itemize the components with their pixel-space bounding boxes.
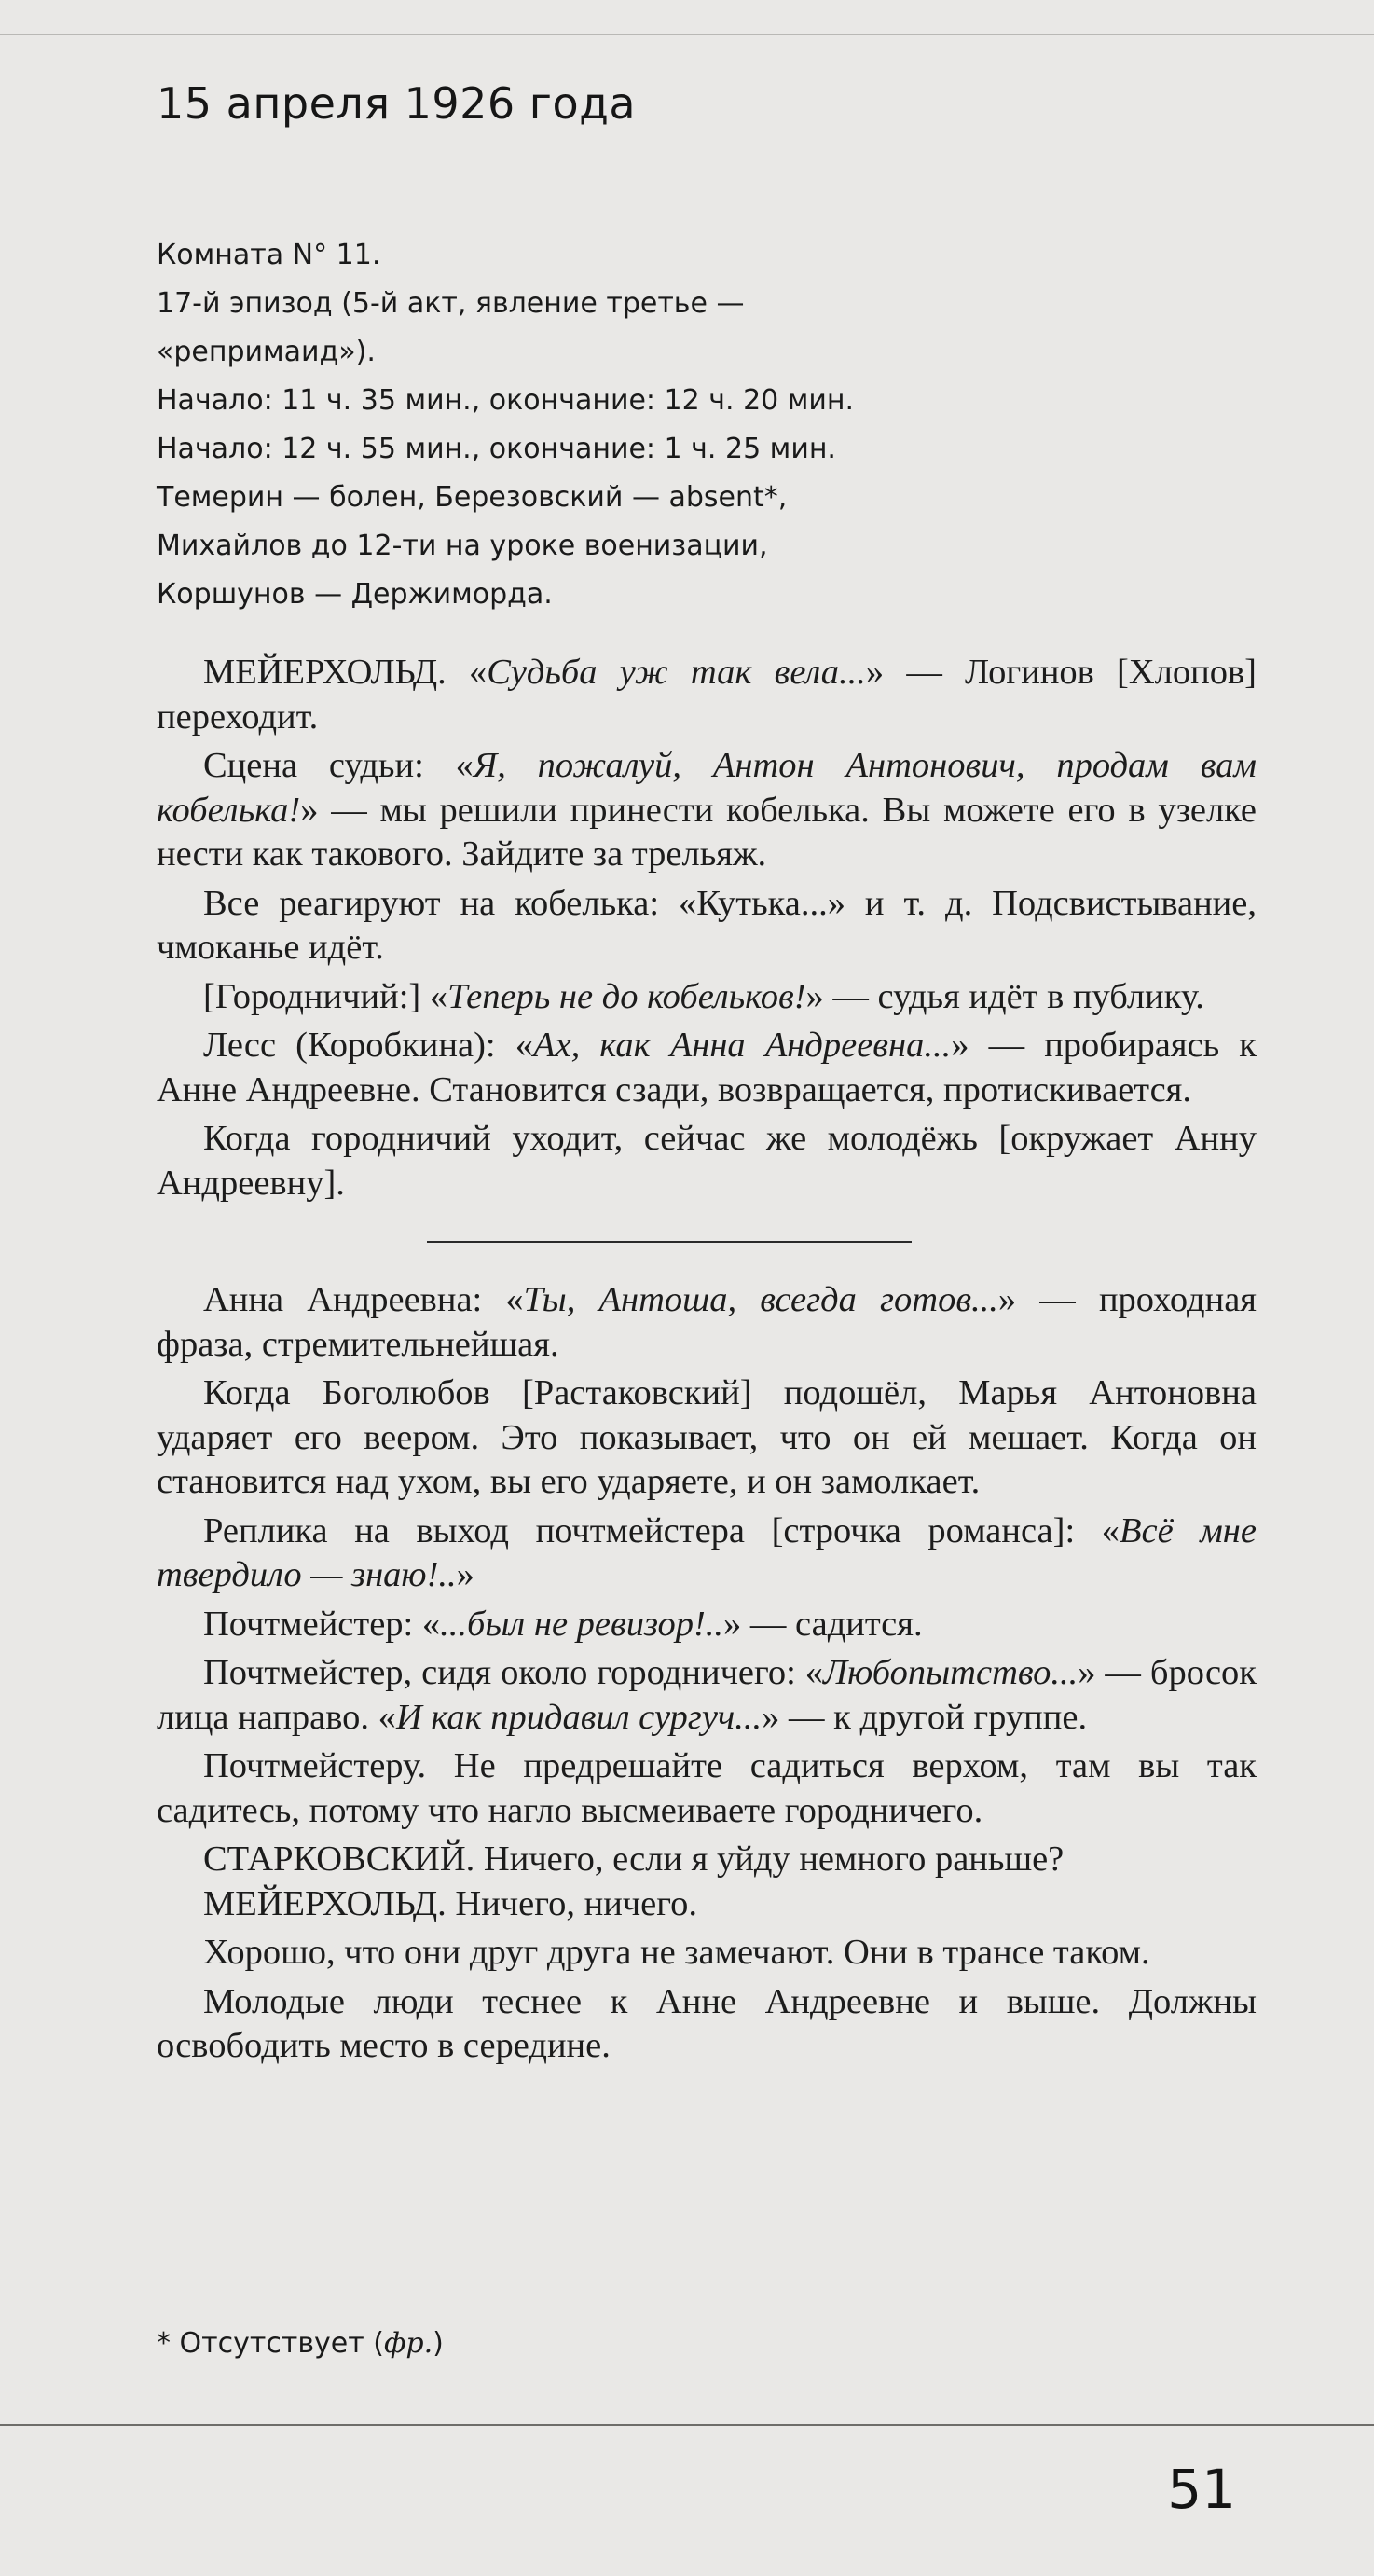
paragraph: Все реагируют на кобелька: «Кутька...» и т. д. Подсвистывание, чмоканье идёт. [157, 883, 1257, 967]
paragraph: МЕЙЕРХОЛЬД. «Судьба уж так вела...» — Логинов [Хлопов] переходит. [157, 653, 1257, 737]
paragraph: Когда Боголюбов [Растаковский] подошёл, Марья Антоновна ударяет его веером. Это показывает, что он ей мешает. Когда он становится над ухом, вы его ударяете, и он замолкает. [157, 1373, 1257, 1501]
meta-line: Начало: 12 ч. 55 мин., окончание: 1 ч. 25 мин. [157, 433, 836, 465]
rehearsal-metadata [157, 231, 854, 619]
paragraph: Сцена судьи: «Я, пожалуй, Антон Антонович, продам вам кобелька!» — мы решили принести кобелька. Вы можете его в узелке нести как такового. Зайдите за трельяж. [157, 746, 1257, 874]
header-rule [0, 34, 1374, 35]
footnote: * Отсутствует (фр.) [157, 2327, 444, 2360]
meta-line: Михайлов до 12-ти на уроке военизации, [157, 530, 768, 562]
paragraph: Реплика на выход почтмейстера [строчка романса]: «Всё мне твердило — знаю!..» [157, 1510, 1257, 1594]
page-number: 51 [1167, 2458, 1236, 2521]
footer-rule [0, 2424, 1374, 2426]
meta-line: Начало: 11 ч. 35 мин., окончание: 12 ч. 20 мин. [157, 384, 855, 417]
meta-line: Коршунов — Держиморда. [157, 578, 553, 611]
paragraph: МЕЙЕРХОЛЬД. Ничего, ничего. [203, 1883, 697, 1923]
paragraph: Почтмейстер: «...был не ревизор!..» — садится. [203, 1604, 923, 1644]
paragraph: Когда городничий уходит, сейчас же молодёжь [окружает Анну Андреевну]. [157, 1119, 1257, 1203]
section-divider [427, 1241, 912, 1243]
paragraph: Анна Андреевна: «Ты, Антоша, всегда готов...» — проходная фраза, стремительнейшая. [157, 1280, 1257, 1364]
meta-line: Темерин — болен, Березовский — absent*, [157, 481, 788, 514]
paragraph: Лесс (Коробкина): «Ах, как Анна Андреевна...» — пробираясь к Анне Андреевне. Становится сзади, возвращается, протискивается. [157, 1026, 1257, 1109]
paragraph: Хорошо, что они друг друга не замечают. Они в трансе таком. [203, 1933, 1150, 1972]
transcript-body [157, 651, 1257, 2073]
meta-line: 17-й эпизод (5-й акт, явление третье — [157, 287, 745, 320]
paragraph: Почтмейстер, сидя около городничего: «Любопытство...» — бросок лица направо. «И как придавил сургуч...» — к другой группе. [157, 1653, 1257, 1737]
entry-date-heading: 15 апреля 1926 года [157, 78, 637, 129]
paragraph: Молодые люди теснее к Анне Андреевне и выше. Должны освободить место в середине. [157, 1981, 1257, 2065]
meta-line: «репримаид»). [157, 336, 376, 368]
paragraph: Почтмейстеру. Не предрешайте садиться верхом, там вы так садитесь, потому что нагло высмеиваете городничего. [157, 1746, 1257, 1830]
paragraph: СТАРКОВСКИЙ. Ничего, если я уйду немного раньше? [203, 1839, 1065, 1879]
meta-line: Комната N° 11. [157, 239, 381, 271]
paragraph: [Городничий:] «Теперь не до кобельков!» — судья идёт в публику. [203, 976, 1204, 1016]
